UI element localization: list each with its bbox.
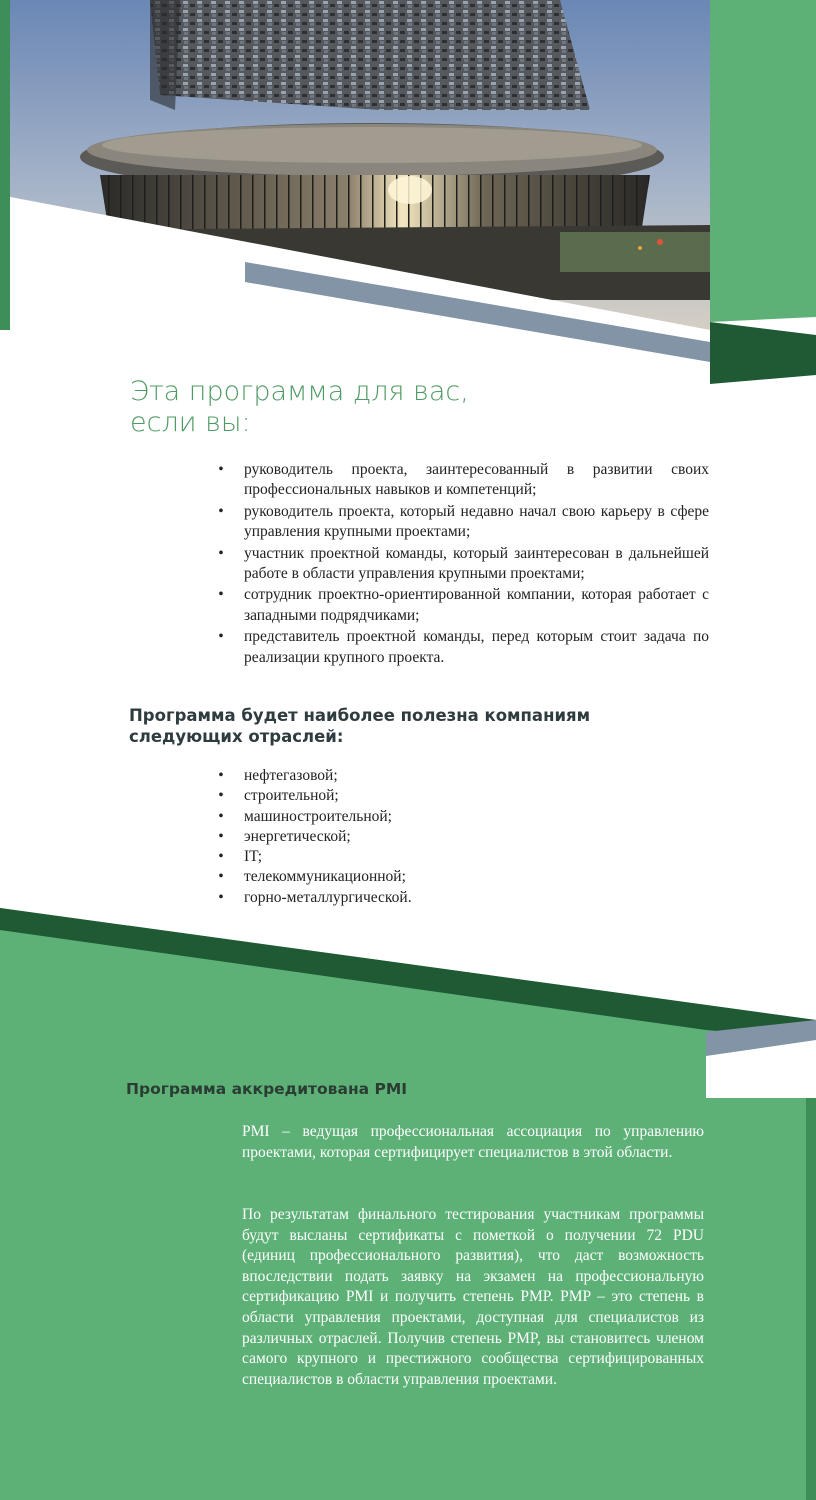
green-edge-top-dark [710, 322, 816, 384]
list-item: • горно-металлургической. [215, 888, 615, 908]
list-item: • энергетической; [215, 827, 615, 847]
bullet-icon: • [218, 868, 224, 886]
pmi-title: Программа аккредитована PMI [126, 1080, 408, 1098]
bullet-icon: • [218, 848, 224, 866]
list-item: • нефтегазовой; [215, 766, 615, 786]
list-item: • строительной; [215, 786, 615, 806]
bullet-icon: • [218, 461, 224, 478]
industries-heading [129, 705, 689, 747]
list-item: • телекоммуникационной; [215, 867, 615, 887]
bullet-icon: • [218, 767, 224, 784]
audience-list [215, 460, 709, 669]
audience-heading [130, 376, 690, 438]
list-item: • руководитель проекта, который недавно начал свою карьеру в сфере управления крупными проектами; [215, 502, 709, 543]
bullet-icon: • [218, 544, 224, 562]
bullet-icon: • [218, 888, 224, 906]
list-item: • участник проектной команды, который заинтересован в дальнейшей работе в области управления крупными проектами; [215, 544, 709, 585]
green-panel [0, 908, 816, 1500]
bullet-icon: • [218, 827, 224, 845]
bullet-icon: • [218, 628, 224, 646]
industries-heading-line2: следующих отраслей: [129, 727, 344, 746]
bullet-icon: • [218, 586, 224, 604]
list-item: • сотрудник проектно-ориентированной компании, которая работает с западными подрядчиками; [215, 585, 709, 626]
industries-list [215, 766, 615, 908]
bullet-icon: • [218, 807, 224, 825]
list-item: • IT; [215, 847, 615, 867]
audience-heading-line1: Эта программа для вас, [130, 376, 469, 407]
bullet-icon: • [218, 502, 224, 520]
bullet-icon: • [218, 787, 224, 805]
pmi-paragraph-2: По результатам финального тестирования участникам программы будут высланы сертификаты с пометкой о получении 72 PDU (единиц профессионального развития), что даст возможность впоследствии подать заявку на экзамен на профессиональную сертификацию PMI и получить степень PMP. PMP – это степень в области управления проектами, доступная для специалистов из различных отраслей. Получив степень PMP, вы становитесь членом самого крупного и престижного сообщества сертифицированных специалистов в области управления проектами. [242, 1206, 704, 1388]
list-item: • представитель проектной команды, перед которым стоит задача по реализации крупного проекта. [215, 627, 709, 668]
audience-heading-line2: если вы: [130, 407, 251, 438]
industries-heading-line1: Программа будет наиболее полезна компаниям [129, 706, 591, 725]
green-edge-top-light [710, 0, 816, 322]
list-item: • руководитель проекта, заинтересованный в развитии своих профессиональных навыков и компетенций; [215, 460, 709, 501]
list-item: • машиностроительной; [215, 807, 615, 827]
pmi-paragraph-1: PMI – ведущая профессиональная ассоциация по управлению проектами, которая сертифицирует специалистов в этой области. [242, 1123, 704, 1161]
